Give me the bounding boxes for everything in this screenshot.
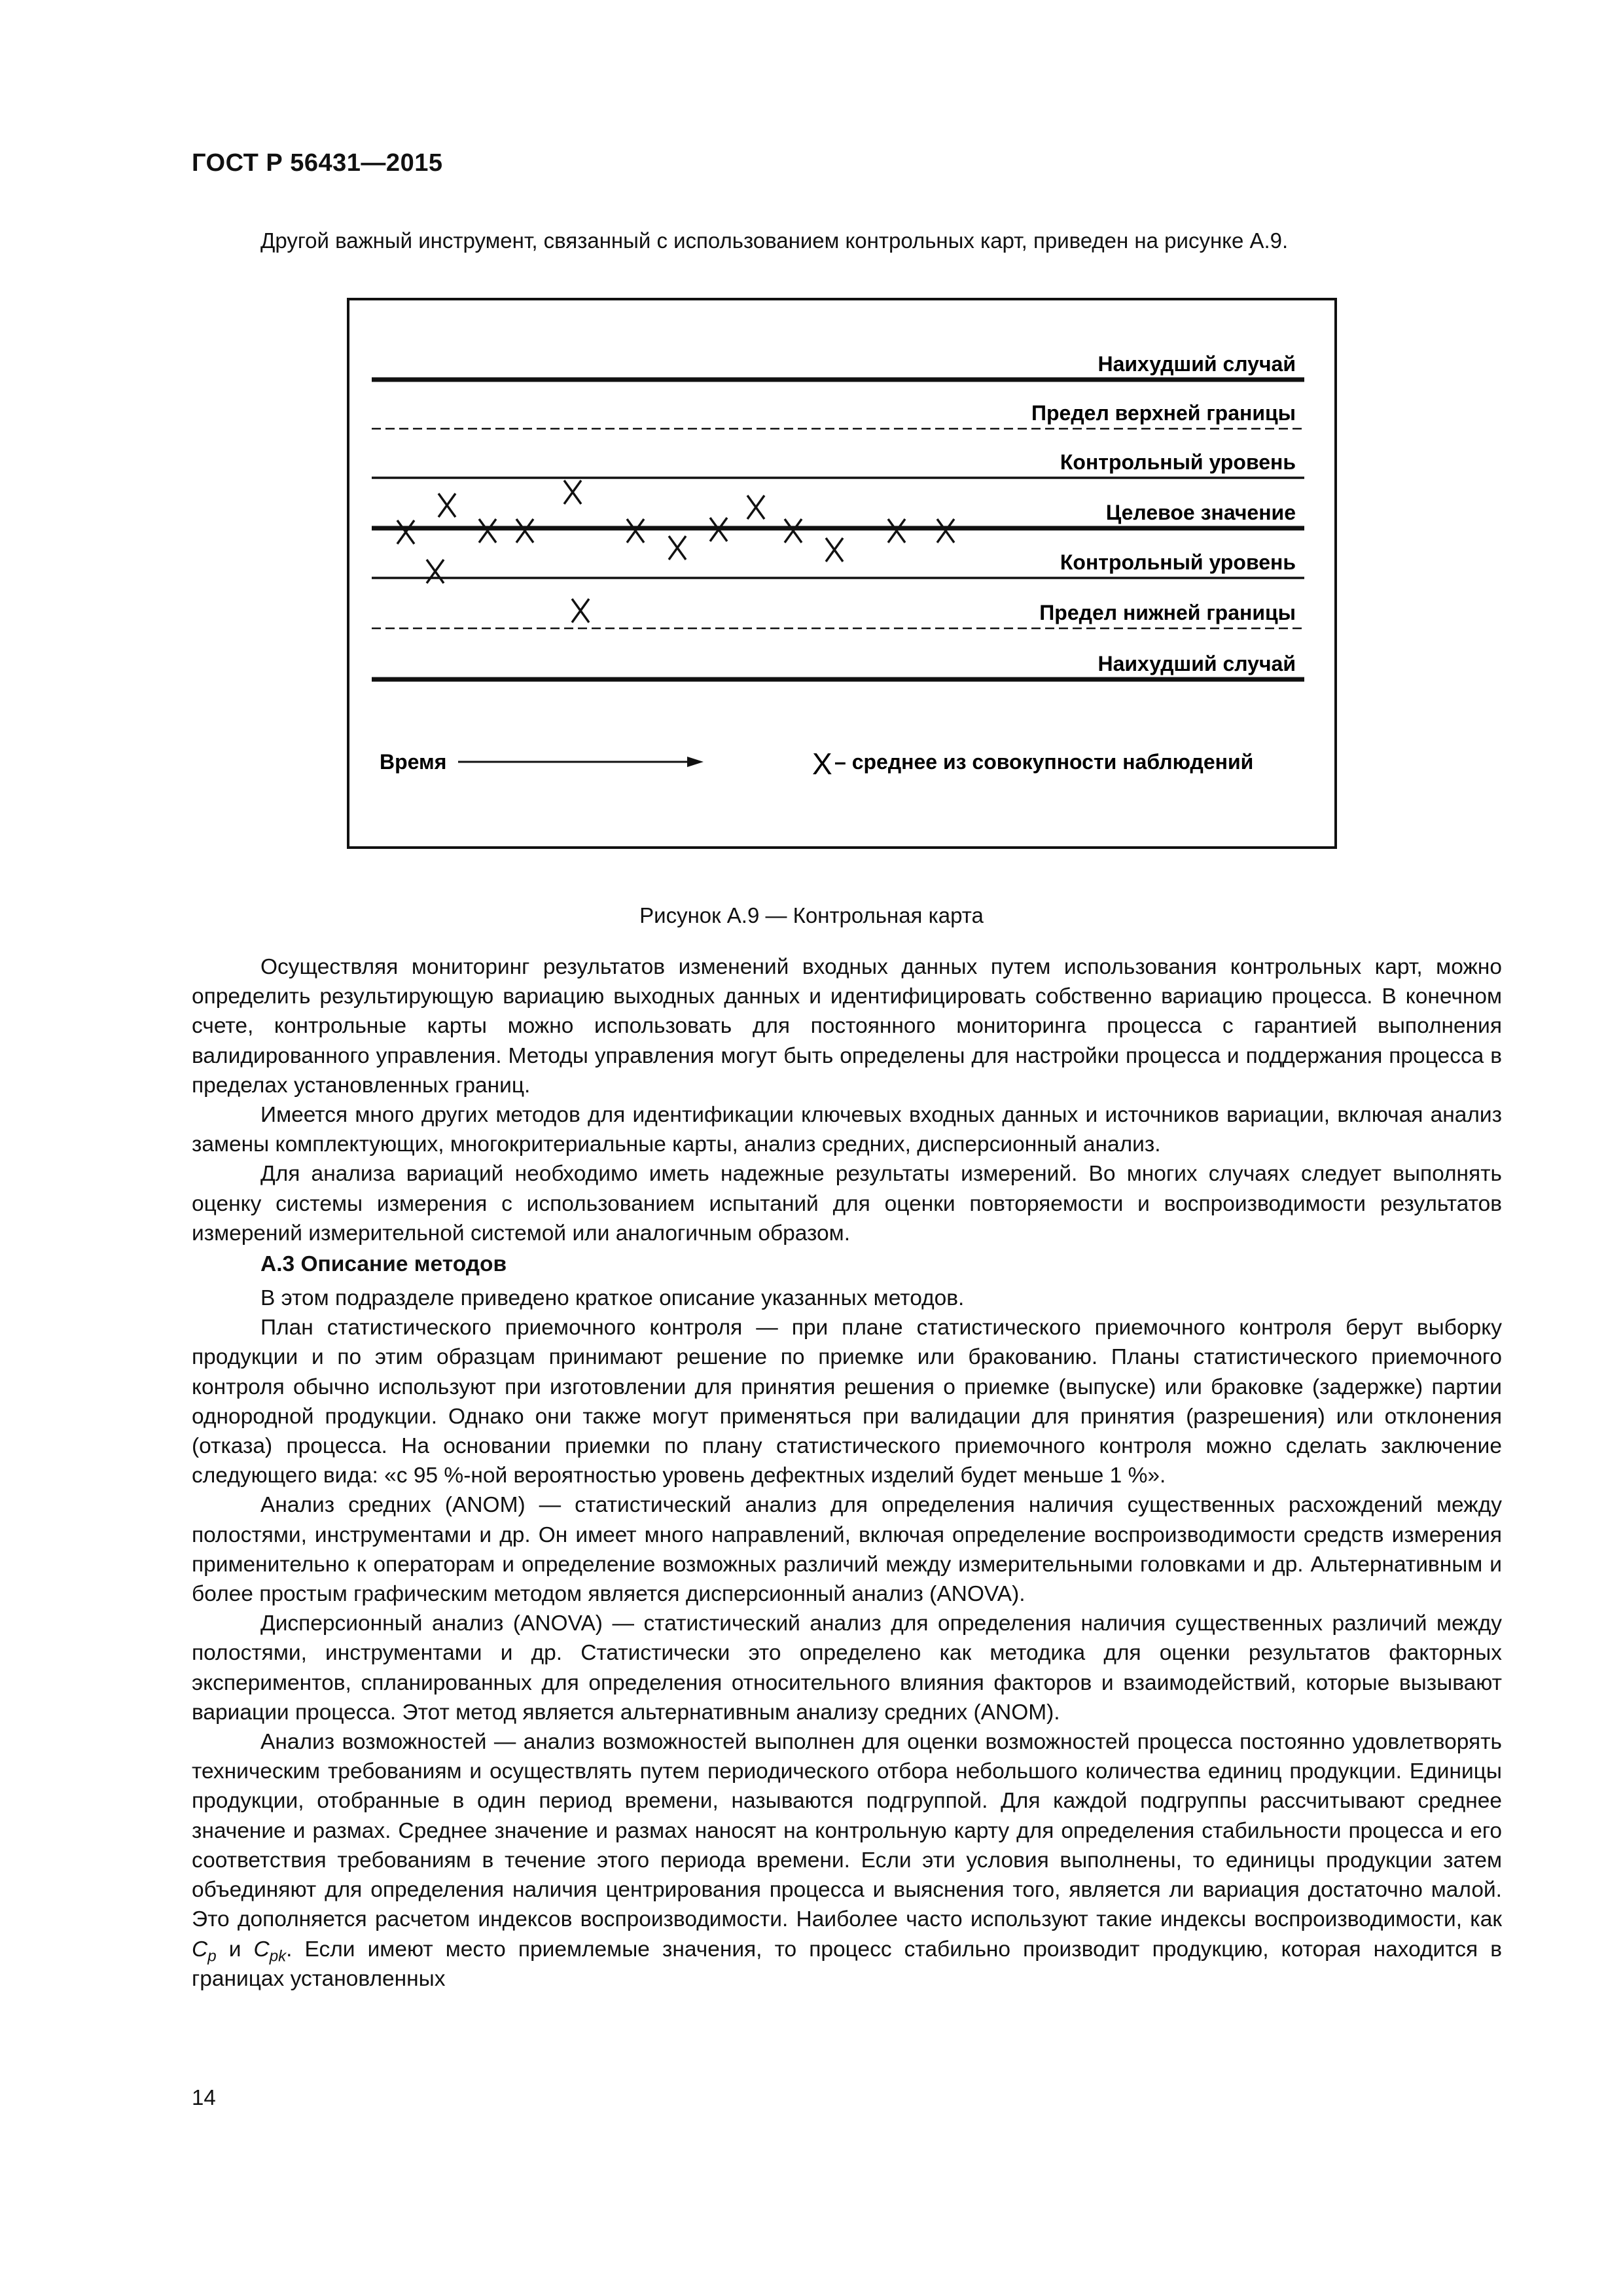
observation-marker [747, 495, 764, 519]
intro-sentence: Другой важный инструмент, связанный с использованием контрольных карт, приведен на рисунке А.9. [260, 228, 1289, 253]
paragraph: Для анализа вариаций необходимо иметь надежные результаты измерений. Во многих случаях следует выполнять оценку системы измерения с использованием испытаний для оценки повторяемости и воспроизводимости результатов измерений измерительной системой или аналогичным образом. [192, 1162, 1502, 1246]
chart-line-label: Контрольный уровень [1060, 450, 1296, 474]
control-chart-figure [347, 298, 1337, 849]
text-run: . Если имеют место приемлемые значения, то процесс стабильно производит продукцию, которая находится в границах установленных [192, 1937, 1502, 1991]
cpk-index: $C_{pk}$ [253, 1937, 287, 1965]
paragraph: Дисперсионный анализ (ANOVA) — статистический анализ для определения наличия существенных различий между полостями, инструментами и др. Статистически это определено как методика для оценки результатов факторных экспериментов, спланированных для определения относительного влияния факторов и взаимодействий, которые вызывают вариации процесса. Этот метод является альтернативным анализу средних (ANOM). [192, 1611, 1502, 1725]
paragraph-capability [192, 1727, 1502, 1994]
paragraph: Осуществляя мониторинг результатов изменений входных данных путем использования контрольных карт, можно определить результирующую вариацию выходных данных и идентифицировать собственно вариацию процесса. В конечном счете, контрольные карты можно использовать для постоянного мониторинга процесса с гарантией выполнения валидированного управления. Методы управления могут быть определены для настройки процесса и поддержания процесса в пределах установленных границ. [192, 955, 1502, 1098]
legend-marker: X [812, 747, 832, 781]
observation-marker [627, 519, 644, 543]
chart-line-labels [1031, 352, 1296, 675]
observation-marker [785, 519, 802, 543]
observation-marker [937, 519, 954, 543]
body-text [192, 952, 1502, 1994]
text-run: и [216, 1937, 254, 1962]
section-title: А.3 Описание методов [260, 1252, 507, 1277]
observation-marker [479, 519, 496, 543]
chart-line-label: Предел нижней границы [1039, 601, 1296, 624]
observation-marker [564, 480, 581, 504]
observation-marker [826, 538, 843, 562]
chart-line-label: Целевое значение [1105, 501, 1296, 524]
chart-line-label: Предел верхней границы [1031, 401, 1296, 425]
paragraph: Анализ средних (ANOM) — статистический анализ для определения наличия существенных расхождений между полостями, инструментами и др. Он имеет много направлений, включая определение воспроизводимости средств измерения применительно к операторам и определение возможных различий между измерительными головками и др. Альтернативным и более простым графическим методом является дисперсионный анализ (ANOVA). [192, 1493, 1502, 1607]
chart-markers [397, 480, 954, 622]
chart-line-label: Наихудший случай [1097, 652, 1296, 675]
paragraph: Имеется много других методов для идентификации ключевых входных данных и источников вариации, включая анализ замены комплектующих, многокритериальные карты, анализ средних, дисперсионный анализ. [192, 1103, 1502, 1157]
paragraph: В этом подразделе приведено краткое описание указанных методов. [260, 1286, 965, 1311]
paragraph: План статистического приемочного контроля — при плане статистического приемочного контроля берут выборку продукции и по этим образцам принимают решение по приемке или бракованию. Планы статистического приемочного контроля обычно используют при изготовлении для принятия решения о приемке (выпуске) или браковке (задержке) партии однородной продукции. Однако они также могут применяться при валидации для принятия (разрешения) или отклонения (отказа) процесса. На основании приемки по плану статистического приемочного контроля можно сделать заключение следующего вида: «с 95 %-ной вероятностью уровень дефектных изделий будет меньше 1 %». [192, 1316, 1502, 1488]
chart-line-label: Контрольный уровень [1060, 550, 1296, 574]
observation-marker [572, 599, 589, 622]
document-header: ГОСТ Р 56431—2015 [192, 149, 443, 177]
control-chart-svg [347, 298, 1337, 849]
observation-marker [438, 493, 455, 517]
observation-marker [669, 536, 686, 560]
cp-index: $C_p$ [192, 1937, 217, 1965]
observation-marker [888, 519, 905, 543]
page-number: 14 [192, 2085, 216, 2109]
observation-marker [516, 519, 533, 543]
time-label: Время [380, 750, 447, 774]
text-run: Анализ возможностей — анализ возможностей выполнен для оценки возможностей процесса постоянно удовлетворять техническим требованиям и осуществлять путем периодического отбора небольшого количества единиц продукции. Единицы продукции, отобранные в один период времени, называются подгруппой. Для каждой подгруппы рассчитывают среднее значение и размах. Среднее значение и размах наносят на контрольную карту для определения стабильности процесса и его соответствия требованиям в течение этого периода времени. Если эти условия выполнены, то единицы продукции затем объединяют для определения наличия центрирования процесса и выяснения того, является ли вариация достаточно малой. Это дополняется расчетом индексов воспроизводимости. Наиболее часто используют такие индексы воспроизводимости, как [192, 1730, 1502, 1932]
legend-text: – среднее из совокупности наблюдений [834, 750, 1254, 774]
time-arrow-head [687, 757, 704, 767]
chart-line-label: Наихудший случай [1097, 352, 1296, 376]
observation-marker [427, 560, 444, 583]
observation-marker [397, 520, 414, 544]
figure-caption: Рисунок А.9 — Контрольная карта [639, 903, 984, 927]
